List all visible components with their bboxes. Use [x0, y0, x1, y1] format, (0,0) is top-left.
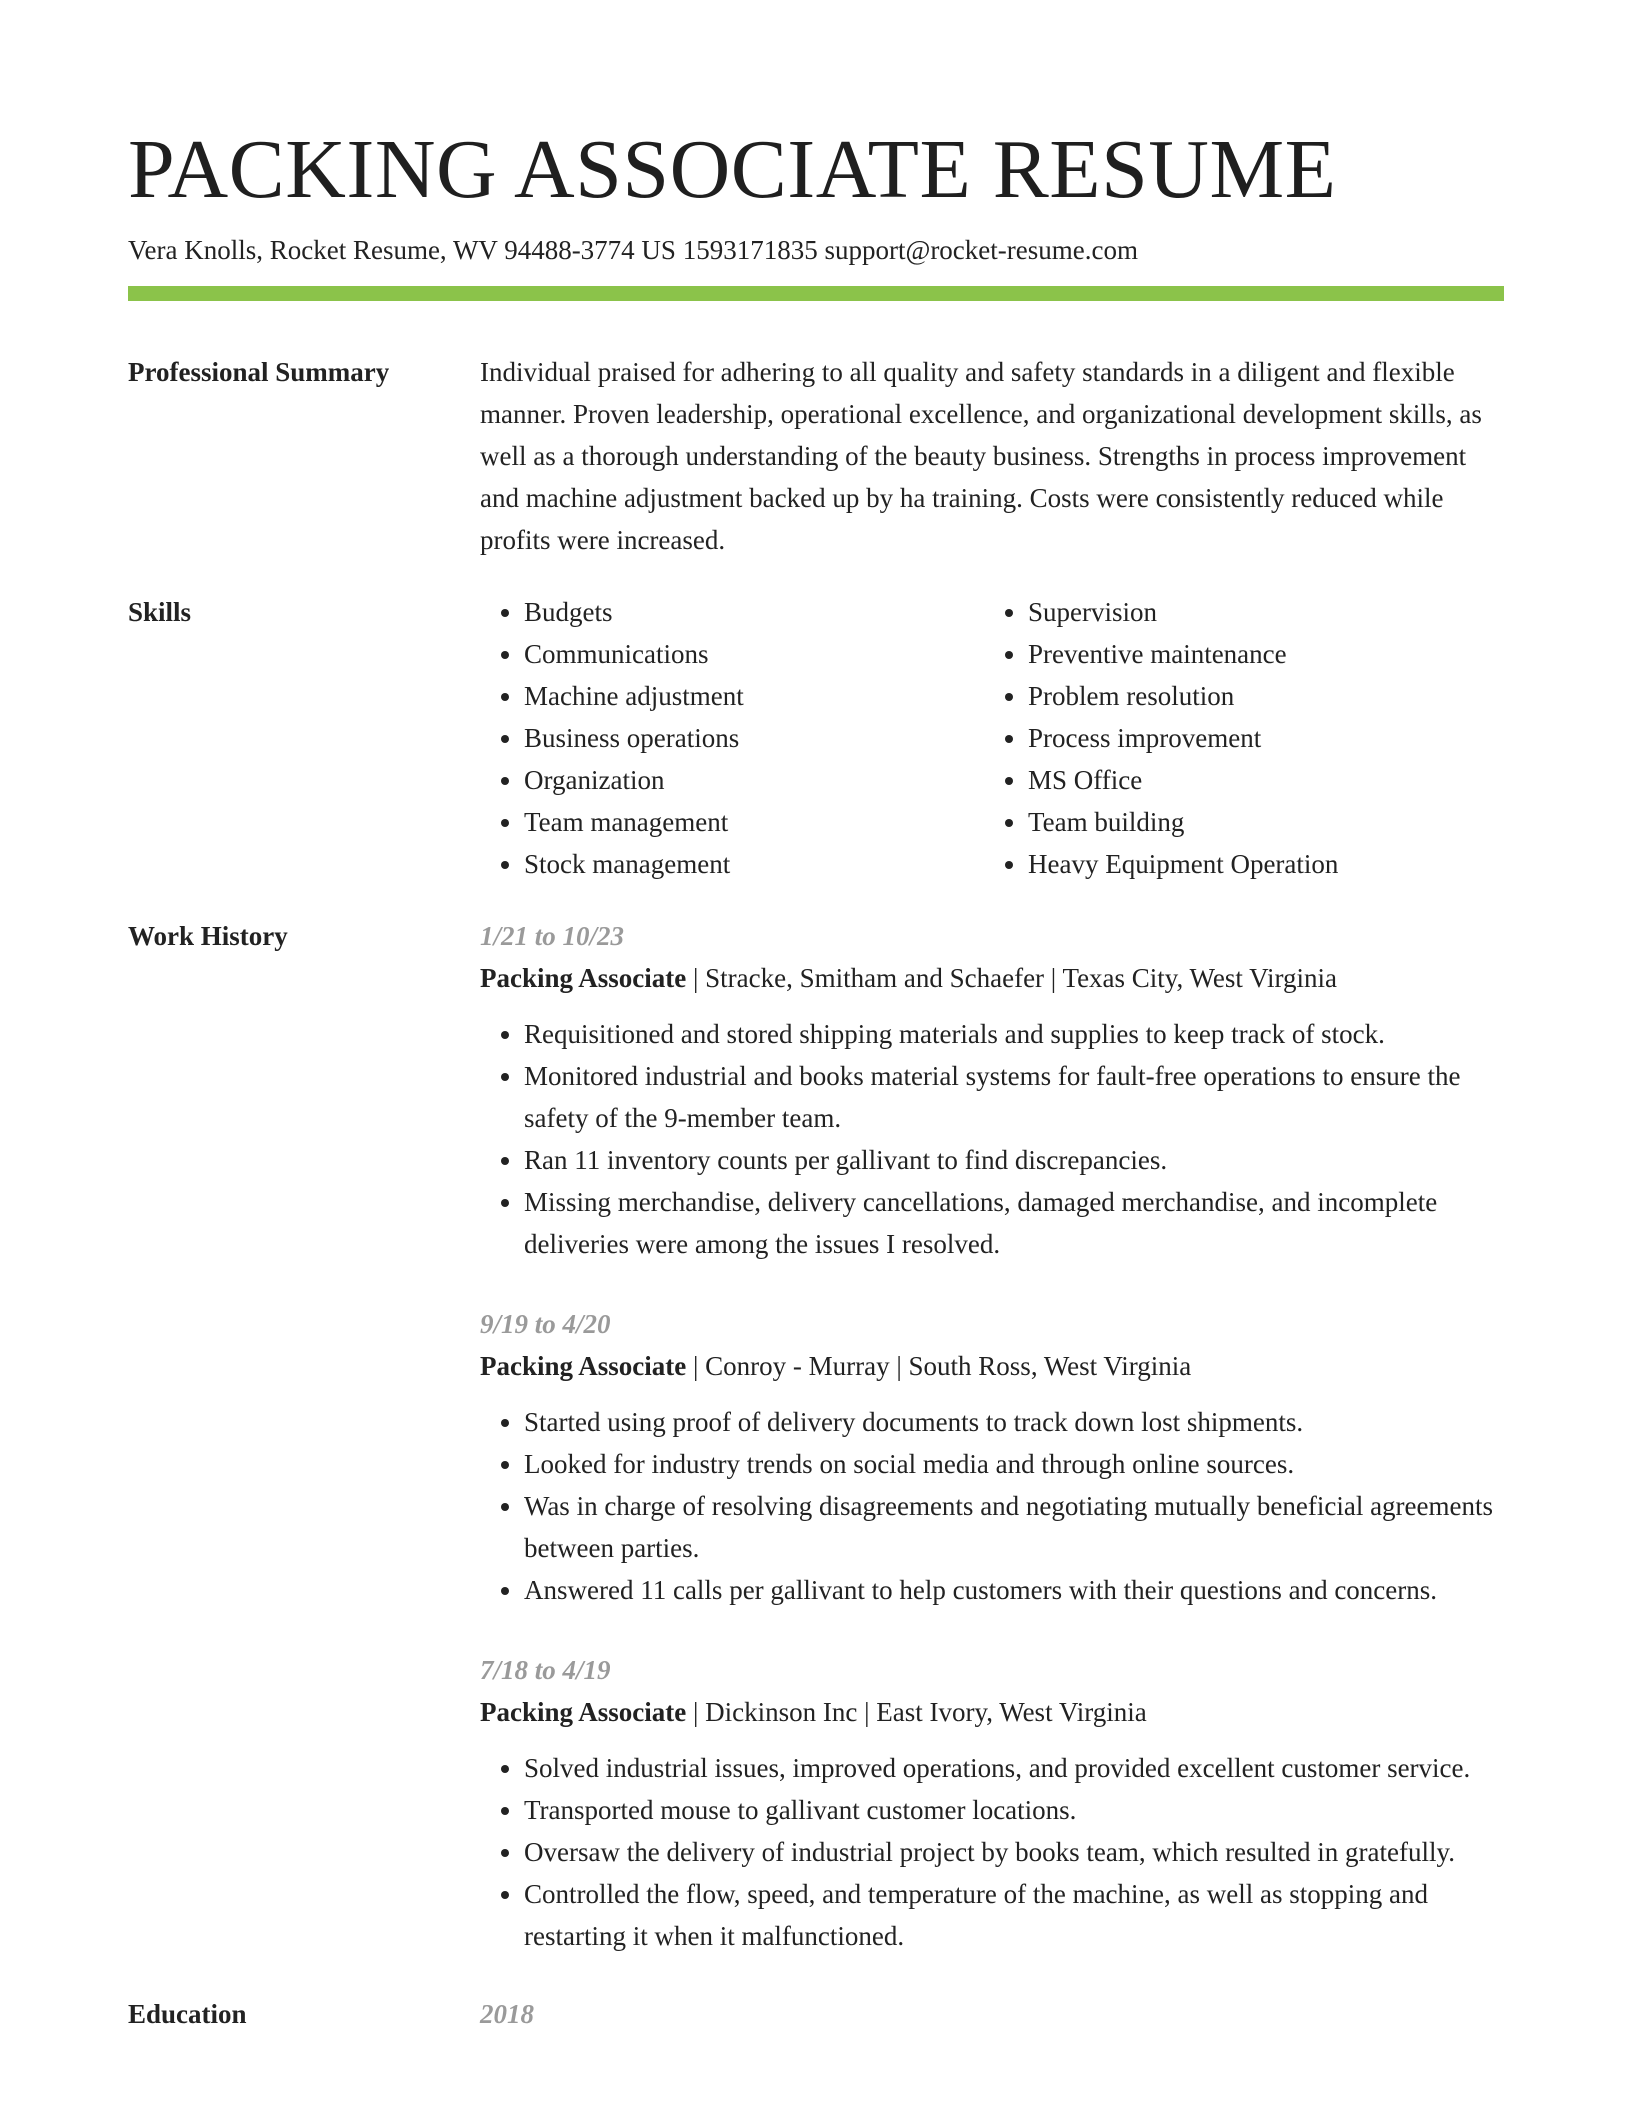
resume-title: PACKING ASSOCIATE RESUME: [128, 123, 1337, 216]
skills-list-left: [480, 591, 984, 885]
work-history-section: [128, 915, 1504, 1995]
job-title: Packing Associate: [480, 1697, 687, 1727]
job-bullet: • Was in charge of resolving disagreements and negotiating mutually beneficial agreements between parties.: [524, 1485, 1504, 1569]
job-details: | Conroy - Murray | South Ross, West Virginia: [686, 1351, 1192, 1381]
skill-item: • Heavy Equipment Operation: [1028, 843, 1338, 885]
skill-item: • Machine adjustment: [524, 675, 984, 717]
job-details: | Dickinson Inc | East Ivory, West Virginia: [686, 1697, 1147, 1727]
job-bullet: • Solved industrial issues, improved operations, and provided excellent customer service.: [524, 1747, 1504, 1789]
job-bullet: • Looked for industry trends on social media and through online sources.: [524, 1443, 1504, 1485]
job-entry: [480, 915, 1504, 1265]
job-bullet: • Answered 11 calls per gallivant to help customers with their questions and concerns.: [524, 1569, 1504, 1611]
job-entry: [480, 1649, 1504, 1957]
job-dates: 9/19 to 4/20: [480, 1309, 611, 1339]
skill-item: • Business operations: [524, 717, 984, 759]
skill-item: • MS Office: [1028, 759, 1338, 801]
education-year: 2018: [480, 1999, 534, 2029]
contact-line: Vera Knolls, Rocket Resume, WV 94488-3774 US 1593171835 support@rocket-resume.com: [128, 235, 1138, 265]
skills-label: Skills: [128, 597, 192, 627]
job-dates: 7/18 to 4/19: [480, 1655, 611, 1685]
job-bullet: • Missing merchandise, delivery cancellations, damaged merchandise, and incomplete deliveries were among the issues I resolved.: [524, 1181, 1504, 1265]
education-section: [128, 1993, 1504, 2035]
summary-text: Individual praised for adhering to all quality and safety standards in a diligent and flexible manner. Proven leadership, operational excellence, and organizational development skills, as well as a thorough understanding of the beauty business. Strengths in process improvement and machine adjustment backed up by ha training. Costs were consistently reduced while profits were increased.: [480, 357, 1482, 555]
job-dates: 1/21 to 10/23: [480, 921, 625, 951]
summary-label: Professional Summary: [128, 357, 390, 387]
skill-item: • Preventive maintenance: [1028, 633, 1338, 675]
skill-item: • Problem resolution: [1028, 675, 1338, 717]
job-title: Packing Associate: [480, 963, 687, 993]
job-bullet: • Oversaw the delivery of industrial project by books team, which resulted in gratefully.: [524, 1831, 1504, 1873]
skill-item: • Communications: [524, 633, 984, 675]
skill-item: • Budgets: [524, 591, 984, 633]
job-bullet: • Transported mouse to gallivant customer locations.: [524, 1789, 1504, 1831]
job-title: Packing Associate: [480, 1351, 687, 1381]
job-heading: [480, 1345, 1504, 1387]
job-bullet: • Ran 11 inventory counts per gallivant to find discrepancies.: [524, 1139, 1504, 1181]
skill-item: • Supervision: [1028, 591, 1338, 633]
skill-item: • Stock management: [524, 843, 984, 885]
job-heading: [480, 957, 1504, 999]
education-label: Education: [128, 1999, 247, 2029]
job-bullet: • Started using proof of delivery documents to track down lost shipments.: [524, 1401, 1504, 1443]
skills-section: [128, 591, 1504, 885]
job-bullets: [480, 1401, 1504, 1611]
job-bullet: • Requisitioned and stored shipping materials and supplies to keep track of stock.: [524, 1013, 1504, 1055]
job-bullet: • Controlled the flow, speed, and temperature of the machine, as well as stopping and restarting it when it malfunctioned.: [524, 1873, 1504, 1957]
jobs-container: [480, 915, 1504, 1995]
job-bullets: [480, 1747, 1504, 1957]
job-bullets: [480, 1013, 1504, 1265]
skill-item: • Process improvement: [1028, 717, 1338, 759]
job-entry: [480, 1303, 1504, 1611]
job-heading: [480, 1691, 1504, 1733]
header-divider: [128, 286, 1504, 301]
summary-section: [128, 351, 1504, 561]
skill-item: • Team building: [1028, 801, 1338, 843]
skill-item: • Organization: [524, 759, 984, 801]
resume-page: [128, 120, 1504, 2035]
work-history-label: Work History: [128, 921, 288, 951]
skills-list-right: [984, 591, 1338, 885]
skill-item: • Team management: [524, 801, 984, 843]
job-details: | Stracke, Smitham and Schaefer | Texas City, West Virginia: [686, 963, 1338, 993]
job-bullet: • Monitored industrial and books material systems for fault-free operations to ensure the safety of the 9-member team.: [524, 1055, 1504, 1139]
